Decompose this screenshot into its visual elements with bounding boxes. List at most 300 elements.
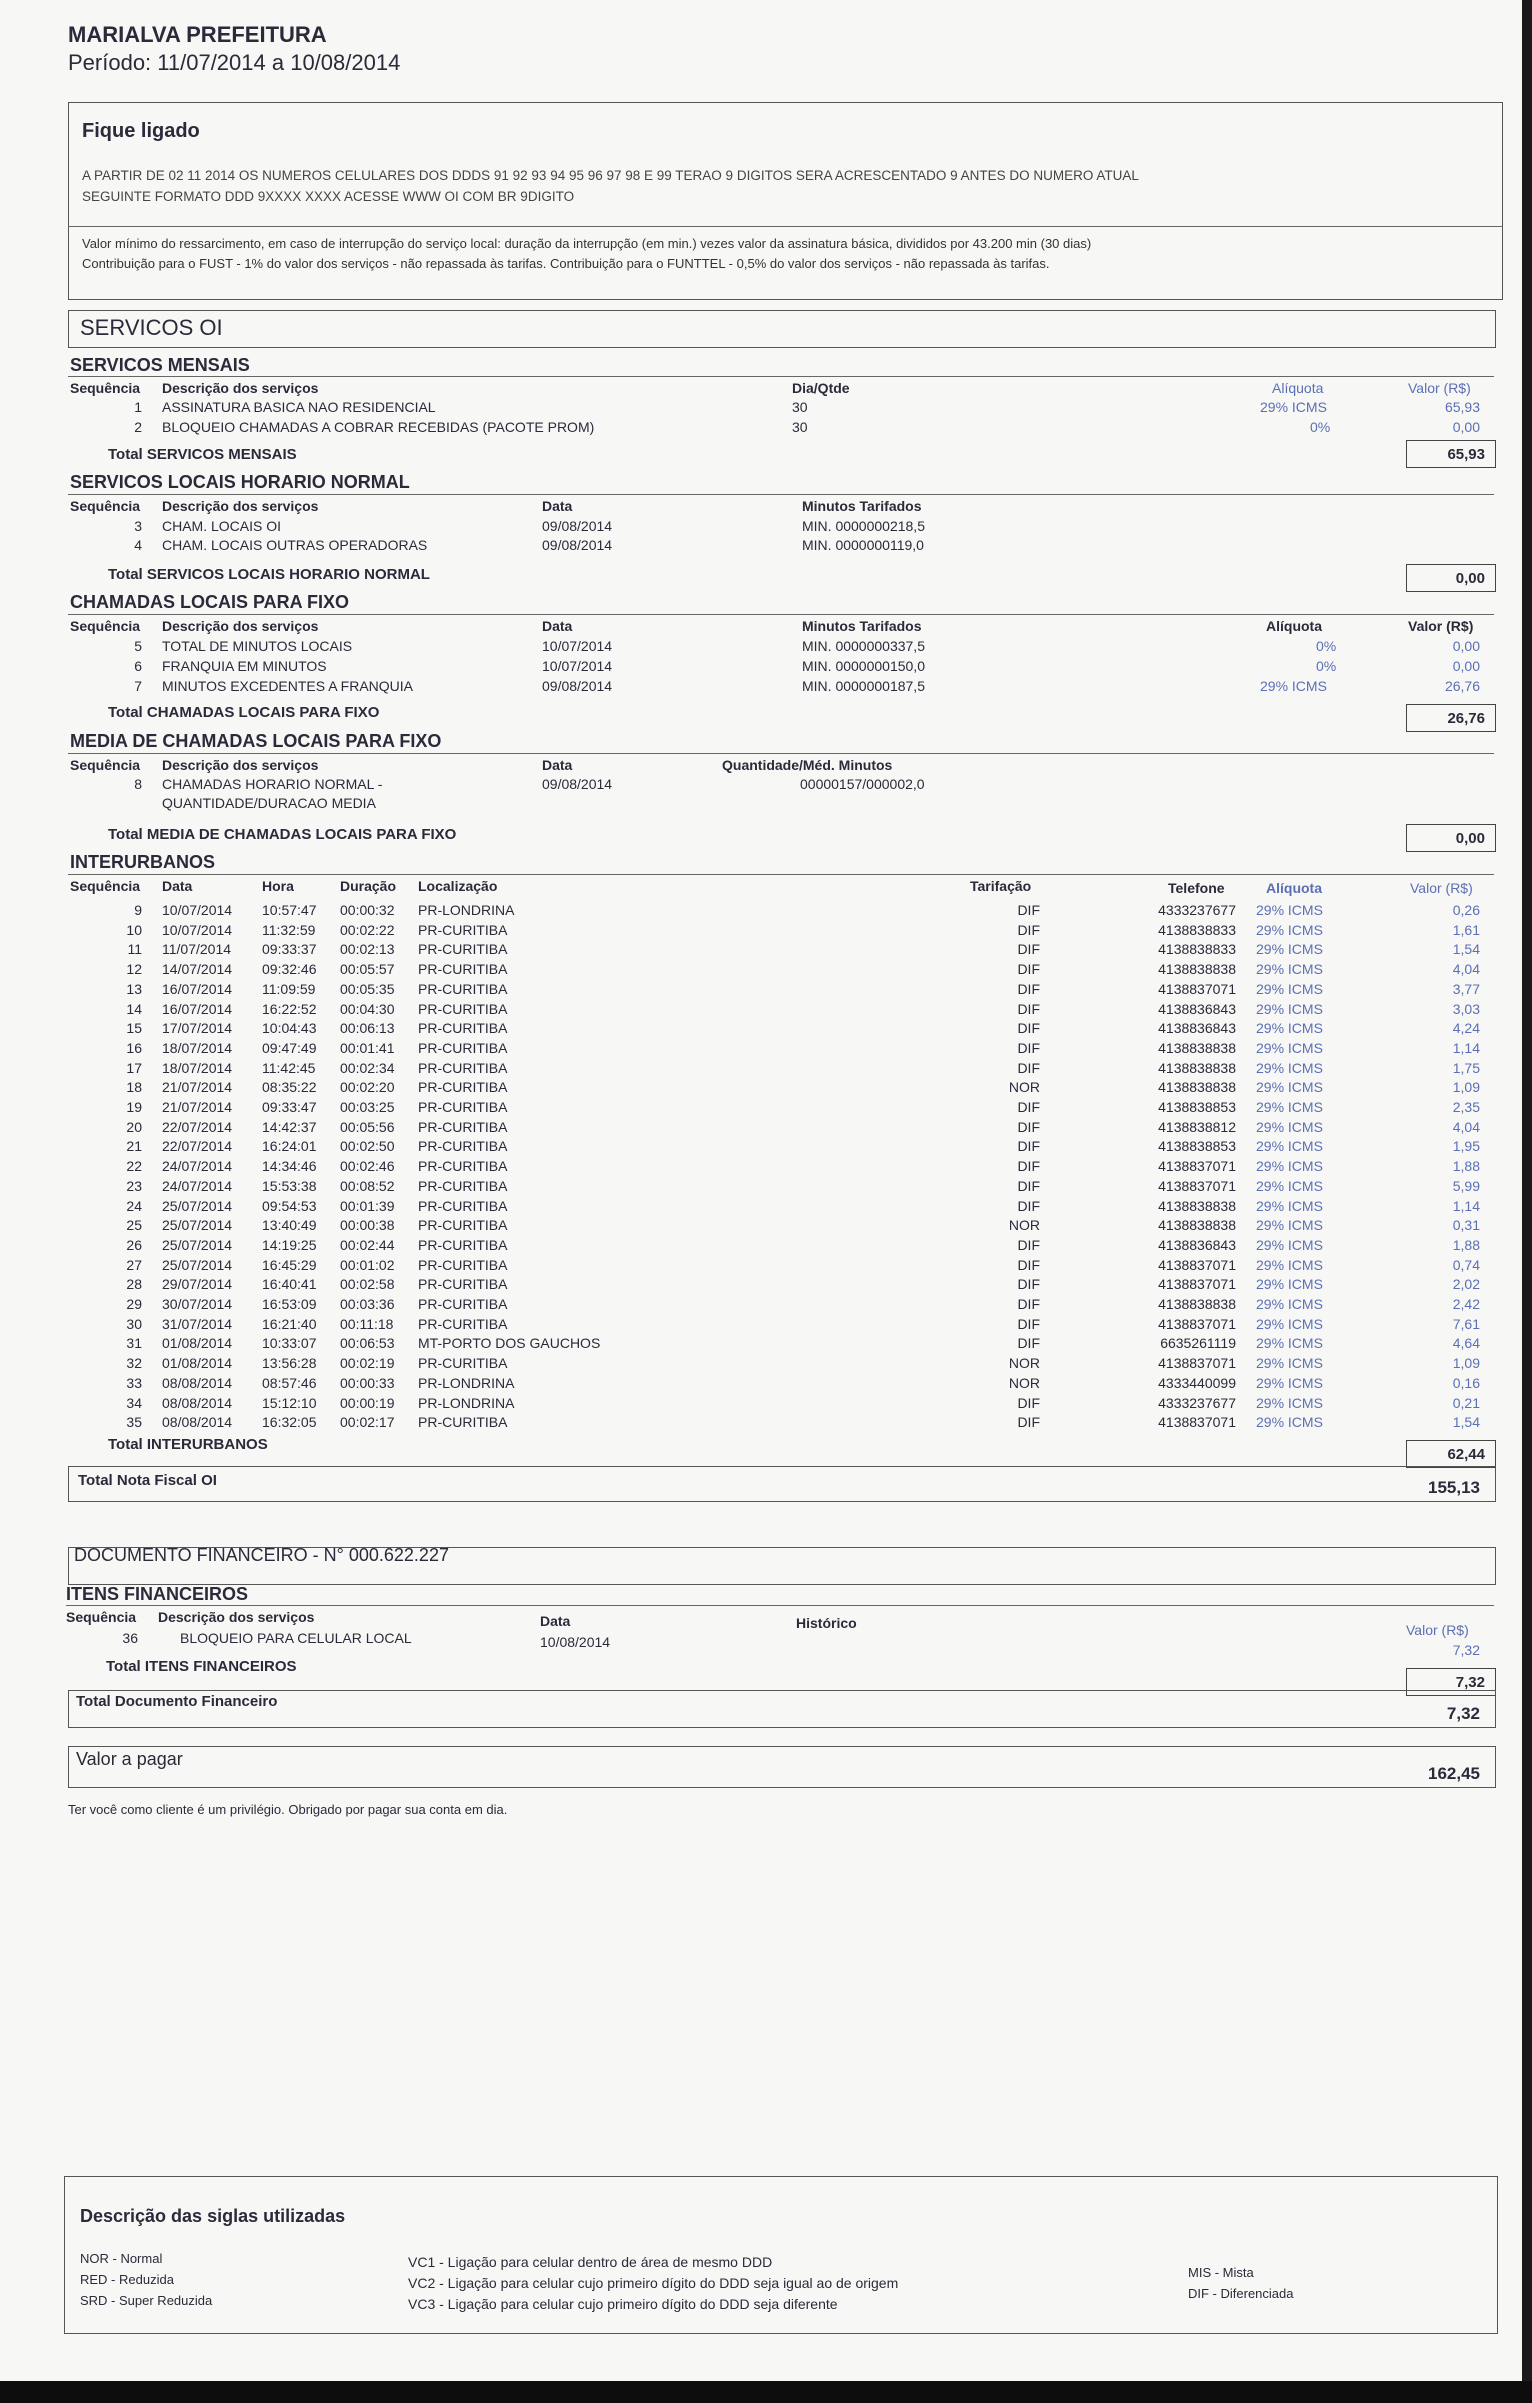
fixo-desc: FRANQUIA EM MINUTOS	[162, 658, 327, 674]
inter-seq: 14	[126, 1001, 142, 1017]
nota-fiscal-value: 155,13	[1428, 1478, 1480, 1497]
inter-telefone: 4138836843	[1158, 1001, 1236, 1017]
inter-tarifacao: DIF	[1017, 1099, 1040, 1115]
inter-aliquota: 29% ICMS	[1256, 981, 1323, 997]
inter-hora: 09:33:37	[262, 941, 317, 957]
itens-h-seq: Sequência	[66, 1609, 137, 1625]
inter-tarifacao: DIF	[1017, 981, 1040, 997]
mensais-h-valor: Valor (R$)	[1408, 380, 1471, 396]
inter-aliquota: 29% ICMS	[1256, 1257, 1323, 1273]
inter-telefone: 4138838838	[1158, 1040, 1236, 1056]
inter-seq: 26	[126, 1237, 142, 1253]
inter-localizacao: PR-CURITIBA	[418, 1040, 508, 1056]
inter-valor: 4,04	[1452, 1119, 1480, 1135]
inter-hora: 14:34:46	[262, 1158, 317, 1174]
inter-data: 01/08/2014	[162, 1335, 233, 1351]
inter-duracao: 00:02:17	[340, 1414, 395, 1430]
fixo-seq: 5	[134, 638, 142, 654]
inter-telefone: 4138837071	[1158, 981, 1236, 997]
inter-valor: 0,21	[1452, 1395, 1480, 1411]
inter-h-aliq: Alíquota	[1266, 880, 1322, 896]
inter-localizacao: PR-LONDRINA	[418, 902, 515, 918]
itens-h-data: Data	[540, 1613, 571, 1629]
locais-rule	[68, 494, 1494, 495]
media-total-label: Total MEDIA DE CHAMADAS LOCAIS PARA FIXO	[108, 826, 457, 843]
inter-tarifacao: DIF	[1017, 922, 1040, 938]
inter-telefone: 4333237677	[1158, 902, 1236, 918]
itens-h-valor: Valor (R$)	[1406, 1622, 1469, 1638]
inter-seq: 24	[126, 1198, 142, 1214]
mensais-desc: BLOQUEIO CHAMADAS A COBRAR RECEBIDAS (PACOTE PROM)	[162, 419, 595, 435]
inter-telefone: 4138838853	[1158, 1138, 1236, 1154]
inter-duracao: 00:02:58	[340, 1276, 395, 1292]
inter-data: 08/08/2014	[162, 1414, 233, 1430]
inter-seq: 20	[126, 1119, 142, 1135]
inter-hora: 10:57:47	[262, 902, 317, 918]
locais-h-seq: Sequência	[70, 498, 141, 514]
inter-tarifacao: DIF	[1017, 1198, 1040, 1214]
mensais-total-label: Total SERVICOS MENSAIS	[108, 446, 297, 463]
inter-tarifacao: DIF	[1017, 1119, 1040, 1135]
inter-tarifacao: DIF	[1017, 1178, 1040, 1194]
inter-aliquota: 29% ICMS	[1256, 1316, 1323, 1332]
locais-data: 09/08/2014	[542, 518, 613, 534]
inter-data: 24/07/2014	[162, 1158, 233, 1174]
inter-telefone: 4138837071	[1158, 1158, 1236, 1174]
mensais-h-desc: Descrição dos serviços	[162, 380, 319, 396]
inter-aliquota: 29% ICMS	[1256, 1138, 1323, 1154]
media-h-desc: Descrição dos serviços	[162, 757, 319, 773]
inter-data: 29/07/2014	[162, 1276, 233, 1292]
inter-data: 14/07/2014	[162, 961, 233, 977]
inter-tarifacao: DIF	[1017, 1414, 1040, 1430]
inter-seq: 21	[126, 1138, 142, 1154]
itens-seq: 36	[122, 1630, 138, 1646]
inter-h-tel: Telefone	[1168, 880, 1225, 896]
inter-valor: 3,03	[1452, 1001, 1480, 1017]
inter-localizacao: PR-CURITIBA	[418, 1355, 508, 1371]
inter-aliquota: 29% ICMS	[1256, 1395, 1323, 1411]
inter-hora: 09:47:49	[262, 1040, 317, 1056]
inter-duracao: 00:08:52	[340, 1178, 395, 1194]
notice-line-3: Valor mínimo do ressarcimento, em caso de interrupção do serviço local: duração da interrupção (em min.) vezes valor da assinatura básica, divididos por 43.200 min (30 dias)	[82, 236, 1092, 251]
pagar-label: Valor a pagar	[76, 1749, 183, 1769]
itens-data: 10/08/2014	[540, 1634, 611, 1650]
inter-data: 11/07/2014	[162, 941, 232, 957]
inter-tarifacao: DIF	[1017, 1296, 1040, 1312]
inter-seq: 18	[126, 1079, 142, 1095]
inter-h-hora: Hora	[262, 878, 294, 894]
inter-valor: 3,77	[1452, 981, 1480, 997]
inter-telefone: 4333237677	[1158, 1395, 1236, 1411]
itens-title: ITENS FINANCEIROS	[66, 1584, 249, 1604]
media-title: MEDIA DE CHAMADAS LOCAIS PARA FIXO	[70, 731, 442, 751]
inter-valor: 2,42	[1452, 1296, 1480, 1312]
inter-data: 22/07/2014	[162, 1119, 233, 1135]
inter-duracao: 00:02:34	[340, 1060, 395, 1076]
mensais-seq: 2	[134, 419, 142, 435]
fixo-h-aliq: Alíquota	[1266, 618, 1322, 634]
inter-h-loc: Localização	[418, 878, 498, 894]
itens-total-label: Total ITENS FINANCEIROS	[106, 1658, 297, 1675]
fixo-total-label: Total CHAMADAS LOCAIS PARA FIXO	[108, 704, 380, 721]
inter-localizacao: PR-CURITIBA	[418, 1257, 508, 1273]
fixo-total: 26,76	[1406, 704, 1496, 732]
inter-seq: 35	[126, 1414, 142, 1430]
inter-duracao: 00:02:22	[340, 922, 395, 938]
media-desc-1: CHAMADAS HORARIO NORMAL -	[162, 776, 383, 792]
inter-valor: 2,02	[1452, 1276, 1480, 1292]
locais-min: MIN. 0000000218,5	[802, 518, 925, 534]
inter-seq: 29	[126, 1296, 142, 1312]
mensais-title: SERVICOS MENSAIS	[70, 355, 250, 375]
mensais-total: 65,93	[1406, 440, 1496, 468]
inter-duracao: 00:03:36	[340, 1296, 395, 1312]
inter-data: 01/08/2014	[162, 1355, 233, 1371]
inter-seq: 10	[126, 922, 142, 938]
fixo-aliq: 0%	[1316, 638, 1337, 654]
inter-seq: 33	[126, 1375, 142, 1391]
inter-tarifacao: DIF	[1017, 1335, 1040, 1351]
inter-h-tar: Tarifação	[970, 878, 1032, 894]
inter-tarifacao: DIF	[1017, 1020, 1040, 1036]
inter-telefone: 4138838853	[1158, 1099, 1236, 1115]
inter-hora: 14:19:25	[262, 1237, 317, 1253]
fixo-h-data: Data	[542, 618, 573, 634]
media-h-data: Data	[542, 757, 573, 773]
inter-valor: 5,99	[1452, 1178, 1480, 1194]
inter-localizacao: PR-CURITIBA	[418, 922, 508, 938]
mensais-dia: 30	[792, 399, 808, 415]
inter-valor: 0,74	[1452, 1257, 1480, 1273]
inter-aliquota: 29% ICMS	[1256, 1375, 1323, 1391]
inter-tarifacao: DIF	[1017, 1316, 1040, 1332]
inter-telefone: 4138838838	[1158, 1217, 1236, 1233]
inter-seq: 17	[126, 1060, 142, 1076]
scan-edge-bottom	[0, 2381, 1532, 2403]
doc-total-value: 7,32	[1446, 1704, 1480, 1723]
doc-total-box	[68, 1690, 1496, 1728]
inter-tarifacao: NOR	[1008, 1217, 1040, 1233]
inter-duracao: 00:00:38	[340, 1217, 395, 1233]
inter-telefone: 4138838833	[1158, 941, 1236, 957]
inter-hora: 11:42:45	[262, 1060, 316, 1076]
inter-aliquota: 29% ICMS	[1256, 1237, 1323, 1253]
mensais-h-aliq: Alíquota	[1272, 380, 1324, 396]
fixo-h-min: Minutos Tarifados	[802, 618, 922, 634]
inter-valor: 1,09	[1452, 1079, 1480, 1095]
mensais-h-seq: Sequência	[70, 380, 141, 396]
inter-duracao: 00:02:50	[340, 1138, 395, 1154]
inter-data: 10/07/2014	[162, 922, 233, 938]
locais-h-min: Minutos Tarifados	[802, 498, 922, 514]
inter-duracao: 00:02:46	[340, 1158, 395, 1174]
inter-hora: 13:40:49	[262, 1217, 317, 1233]
inter-hora: 13:56:28	[262, 1355, 317, 1371]
inter-valor: 2,35	[1452, 1099, 1480, 1115]
inter-data: 10/07/2014	[162, 902, 233, 918]
inter-duracao: 00:02:20	[340, 1079, 395, 1095]
legend-col-1	[80, 2248, 212, 2311]
inter-localizacao: PR-CURITIBA	[418, 1020, 508, 1036]
inter-total: 62,44	[1406, 1440, 1496, 1468]
inter-hora: 16:53:09	[262, 1296, 317, 1312]
inter-duracao: 00:06:13	[340, 1020, 395, 1036]
inter-data: 17/07/2014	[162, 1020, 233, 1036]
mensais-aliq: 29% ICMS	[1260, 399, 1327, 415]
inter-aliquota: 29% ICMS	[1256, 902, 1323, 918]
fixo-h-desc: Descrição dos serviços	[162, 618, 319, 634]
media-total: 0,00	[1406, 824, 1496, 852]
media-data: 09/08/2014	[542, 776, 613, 792]
inter-total-label: Total INTERURBANOS	[108, 1436, 268, 1453]
inter-valor: 0,26	[1452, 902, 1480, 918]
locais-seq: 4	[134, 537, 142, 553]
inter-hora: 15:53:38	[262, 1178, 317, 1194]
inter-localizacao: PR-CURITIBA	[418, 1237, 508, 1253]
fixo-h-valor: Valor (R$)	[1408, 618, 1474, 634]
inter-hora: 08:57:46	[262, 1375, 317, 1391]
servicos-oi-title: SERVICOS OI	[80, 315, 223, 340]
inter-hora: 16:32:05	[262, 1414, 317, 1430]
inter-seq: 12	[126, 961, 142, 977]
locais-desc: CHAM. LOCAIS OUTRAS OPERADORAS	[162, 537, 428, 553]
inter-telefone: 4333440099	[1158, 1375, 1236, 1391]
inter-seq: 30	[126, 1316, 142, 1332]
inter-hora: 15:12:10	[262, 1395, 317, 1411]
inter-valor: 1,54	[1452, 1414, 1480, 1430]
inter-valor: 1,14	[1452, 1040, 1480, 1056]
media-rule	[68, 753, 1494, 754]
fixo-valor: 26,76	[1444, 678, 1480, 694]
inter-data: 24/07/2014	[162, 1178, 233, 1194]
inter-telefone: 4138837071	[1158, 1178, 1236, 1194]
legend-item: RED - Reduzida	[80, 2272, 174, 2287]
media-h-seq: Sequência	[70, 757, 141, 773]
inter-localizacao: PR-CURITIBA	[418, 981, 508, 997]
inter-aliquota: 29% ICMS	[1256, 1040, 1323, 1056]
inter-duracao: 00:04:30	[340, 1001, 395, 1017]
inter-localizacao: PR-CURITIBA	[418, 1079, 508, 1095]
fixo-min: MIN. 0000000187,5	[802, 678, 925, 694]
inter-hora: 08:35:22	[262, 1079, 317, 1095]
inter-duracao: 00:01:39	[340, 1198, 395, 1214]
inter-data: 08/08/2014	[162, 1395, 233, 1411]
inter-hora: 16:40:41	[262, 1276, 317, 1292]
inter-duracao: 00:02:19	[340, 1355, 395, 1371]
inter-tarifacao: DIF	[1017, 961, 1040, 977]
inter-duracao: 00:06:53	[340, 1335, 395, 1351]
inter-tarifacao: NOR	[1008, 1375, 1040, 1391]
inter-localizacao: PR-LONDRINA	[418, 1395, 515, 1411]
legend-item: VC2 - Ligação para celular cujo primeiro dígito do DDD seja igual ao de origem	[408, 2275, 899, 2291]
inter-telefone: 4138837071	[1158, 1414, 1236, 1430]
inter-hora: 11:32:59	[262, 922, 316, 938]
inter-data: 18/07/2014	[162, 1060, 233, 1076]
inter-duracao: 00:02:44	[340, 1237, 395, 1253]
mensais-rule	[68, 376, 1494, 377]
inter-hora: 10:04:43	[262, 1020, 317, 1036]
inter-seq: 32	[126, 1355, 142, 1371]
locais-min: MIN. 0000000119,0	[802, 537, 924, 553]
inter-telefone: 4138837071	[1158, 1355, 1236, 1371]
fixo-valor: 0,00	[1452, 638, 1480, 654]
inter-hora: 09:32:46	[262, 961, 317, 977]
inter-seq: 28	[126, 1276, 142, 1292]
inter-aliquota: 29% ICMS	[1256, 1020, 1323, 1036]
inter-localizacao: PR-CURITIBA	[418, 961, 508, 977]
scan-edge-right	[1522, 0, 1532, 2403]
inter-telefone: 4138836843	[1158, 1020, 1236, 1036]
inter-hora: 09:33:47	[262, 1099, 317, 1115]
inter-duracao: 00:01:02	[340, 1257, 395, 1273]
inter-valor: 1,88	[1452, 1237, 1480, 1253]
legend-item: VC3 - Ligação para celular cujo primeiro dígito do DDD seja diferente	[408, 2296, 838, 2312]
inter-localizacao: PR-LONDRINA	[418, 1375, 515, 1391]
inter-valor: 1,88	[1452, 1158, 1480, 1174]
mensais-valor: 65,93	[1444, 399, 1480, 415]
fixo-min: MIN. 0000000150,0	[802, 658, 925, 674]
locais-h-desc: Descrição dos serviços	[162, 498, 319, 514]
fixo-seq: 7	[134, 678, 142, 694]
fixo-aliq: 29% ICMS	[1260, 678, 1327, 694]
pagar-value: 162,45	[1428, 1764, 1480, 1783]
inter-tarifacao: DIF	[1017, 1060, 1040, 1076]
locais-total-label: Total SERVICOS LOCAIS HORARIO NORMAL	[108, 566, 430, 583]
fixo-seq: 6	[134, 658, 142, 674]
inter-telefone: 4138837071	[1158, 1276, 1236, 1292]
inter-localizacao: PR-CURITIBA	[418, 1001, 508, 1017]
inter-tarifacao: DIF	[1017, 1138, 1040, 1154]
inter-data: 25/07/2014	[162, 1198, 233, 1214]
fixo-aliq: 0%	[1316, 658, 1337, 674]
mensais-valor: 0,00	[1452, 419, 1480, 435]
inter-aliquota: 29% ICMS	[1256, 1217, 1323, 1233]
inter-seq: 19	[126, 1099, 142, 1115]
inter-aliquota: 29% ICMS	[1256, 1355, 1323, 1371]
inter-seq: 9	[134, 902, 142, 918]
notice-line-1: A PARTIR DE 02 11 2014 OS NUMEROS CELULARES DOS DDDS 91 92 93 94 95 96 97 98 E 99 TERAO 9 DIGITOS SERA ACRESCENTADO 9 ANTES DO NUMERO ATUAL	[82, 168, 1139, 183]
inter-h-valor: Valor (R$)	[1410, 880, 1473, 896]
inter-aliquota: 29% ICMS	[1256, 1198, 1323, 1214]
inter-data: 25/07/2014	[162, 1257, 233, 1273]
inter-data: 25/07/2014	[162, 1237, 233, 1253]
mensais-seq: 1	[134, 399, 142, 415]
inter-duracao: 00:11:18	[340, 1316, 394, 1332]
inter-duracao: 00:01:41	[340, 1040, 395, 1056]
inter-aliquota: 29% ICMS	[1256, 941, 1323, 957]
doc-total-label: Total Documento Financeiro	[76, 1693, 278, 1710]
inter-tarifacao: DIF	[1017, 1276, 1040, 1292]
legend-col-3	[1188, 2262, 1293, 2304]
legend-item: DIF - Diferenciada	[1188, 2286, 1294, 2301]
inter-duracao: 00:05:56	[340, 1119, 395, 1135]
inter-hora: 14:42:37	[262, 1119, 317, 1135]
mensais-h-dia: Dia/Qtde	[792, 380, 850, 396]
inter-aliquota: 29% ICMS	[1256, 961, 1323, 977]
locais-h-data: Data	[542, 498, 573, 514]
inter-aliquota: 29% ICMS	[1256, 1079, 1323, 1095]
inter-localizacao: PR-CURITIBA	[418, 1178, 508, 1194]
locais-data: 09/08/2014	[542, 537, 613, 553]
servicos-oi-box	[68, 310, 1496, 348]
inter-localizacao: PR-CURITIBA	[418, 1316, 508, 1332]
inter-localizacao: PR-CURITIBA	[418, 1060, 508, 1076]
inter-h-data: Data	[162, 878, 193, 894]
inter-data: 08/08/2014	[162, 1375, 233, 1391]
inter-telefone: 4138838833	[1158, 922, 1236, 938]
inter-seq: 11	[127, 941, 142, 957]
inter-valor: 1,09	[1452, 1355, 1480, 1371]
itens-total: 7,32	[1406, 1668, 1496, 1696]
itens-desc: BLOQUEIO PARA CELULAR LOCAL	[180, 1630, 412, 1646]
inter-telefone: 4138838838	[1158, 1296, 1236, 1312]
inter-valor: 1,14	[1452, 1198, 1480, 1214]
inter-hora: 09:54:53	[262, 1198, 317, 1214]
inter-duracao: 00:05:35	[340, 981, 395, 997]
fixo-h-seq: Sequência	[70, 618, 141, 634]
inter-data: 30/07/2014	[162, 1296, 233, 1312]
inter-localizacao: PR-CURITIBA	[418, 1099, 508, 1115]
inter-aliquota: 29% ICMS	[1256, 1296, 1323, 1312]
inter-tarifacao: DIF	[1017, 1395, 1040, 1411]
inter-seq: 31	[126, 1335, 142, 1351]
inter-data: 16/07/2014	[162, 1001, 233, 1017]
fixo-valor: 0,00	[1452, 658, 1480, 674]
inter-seq: 16	[126, 1040, 142, 1056]
inter-hora: 16:24:01	[262, 1138, 317, 1154]
media-qtd: 00000157/000002,0	[800, 776, 925, 792]
inter-valor: 7,61	[1452, 1316, 1480, 1332]
inter-hora: 16:22:52	[262, 1001, 317, 1017]
itens-valor: 7,32	[1452, 1642, 1480, 1658]
inter-duracao: 00:00:33	[340, 1375, 395, 1391]
inter-hora: 16:45:29	[262, 1257, 317, 1273]
interurbanos-title: INTERURBANOS	[70, 852, 216, 872]
inter-hora: 10:33:07	[262, 1335, 317, 1351]
documento-title: DOCUMENTO FINANCEIRO - N° 000.622.227	[74, 1545, 449, 1565]
inter-aliquota: 29% ICMS	[1256, 1001, 1323, 1017]
inter-localizacao: PR-CURITIBA	[418, 1414, 508, 1430]
inter-aliquota: 29% ICMS	[1256, 1158, 1323, 1174]
inter-tarifacao: DIF	[1017, 1001, 1040, 1017]
inter-tarifacao: DIF	[1017, 902, 1040, 918]
inter-data: 21/07/2014	[162, 1099, 233, 1115]
inter-data: 16/07/2014	[162, 981, 233, 997]
inter-tarifacao: NOR	[1008, 1079, 1040, 1095]
inter-valor: 1,75	[1452, 1060, 1480, 1076]
legend-item: SRD - Super Reduzida	[80, 2293, 213, 2308]
inter-telefone: 4138837071	[1158, 1257, 1236, 1273]
inter-data: 31/07/2014	[162, 1316, 233, 1332]
nota-fiscal-label: Total Nota Fiscal OI	[78, 1472, 217, 1489]
inter-valor: 4,64	[1452, 1335, 1480, 1351]
fixo-data: 10/07/2014	[542, 658, 613, 674]
fixo-rule	[68, 614, 1494, 615]
thanks-message: Ter você como cliente é um privilégio. Obrigado por pagar sua conta em dia.	[68, 1802, 508, 1817]
inter-data: 22/07/2014	[162, 1138, 233, 1154]
inter-h-dur: Duração	[340, 878, 397, 894]
inter-duracao: 00:03:25	[340, 1099, 395, 1115]
legend-item: MIS - Mista	[1188, 2265, 1254, 2280]
inter-telefone: 4138837071	[1158, 1316, 1236, 1332]
legend-title: Descrição das siglas utilizadas	[80, 2206, 346, 2226]
inter-duracao: 00:05:57	[340, 961, 395, 977]
inter-data: 25/07/2014	[162, 1217, 233, 1233]
fixo-min: MIN. 0000000337,5	[802, 638, 925, 654]
inter-localizacao: PR-CURITIBA	[418, 1276, 508, 1292]
inter-valor: 1,61	[1452, 922, 1480, 938]
